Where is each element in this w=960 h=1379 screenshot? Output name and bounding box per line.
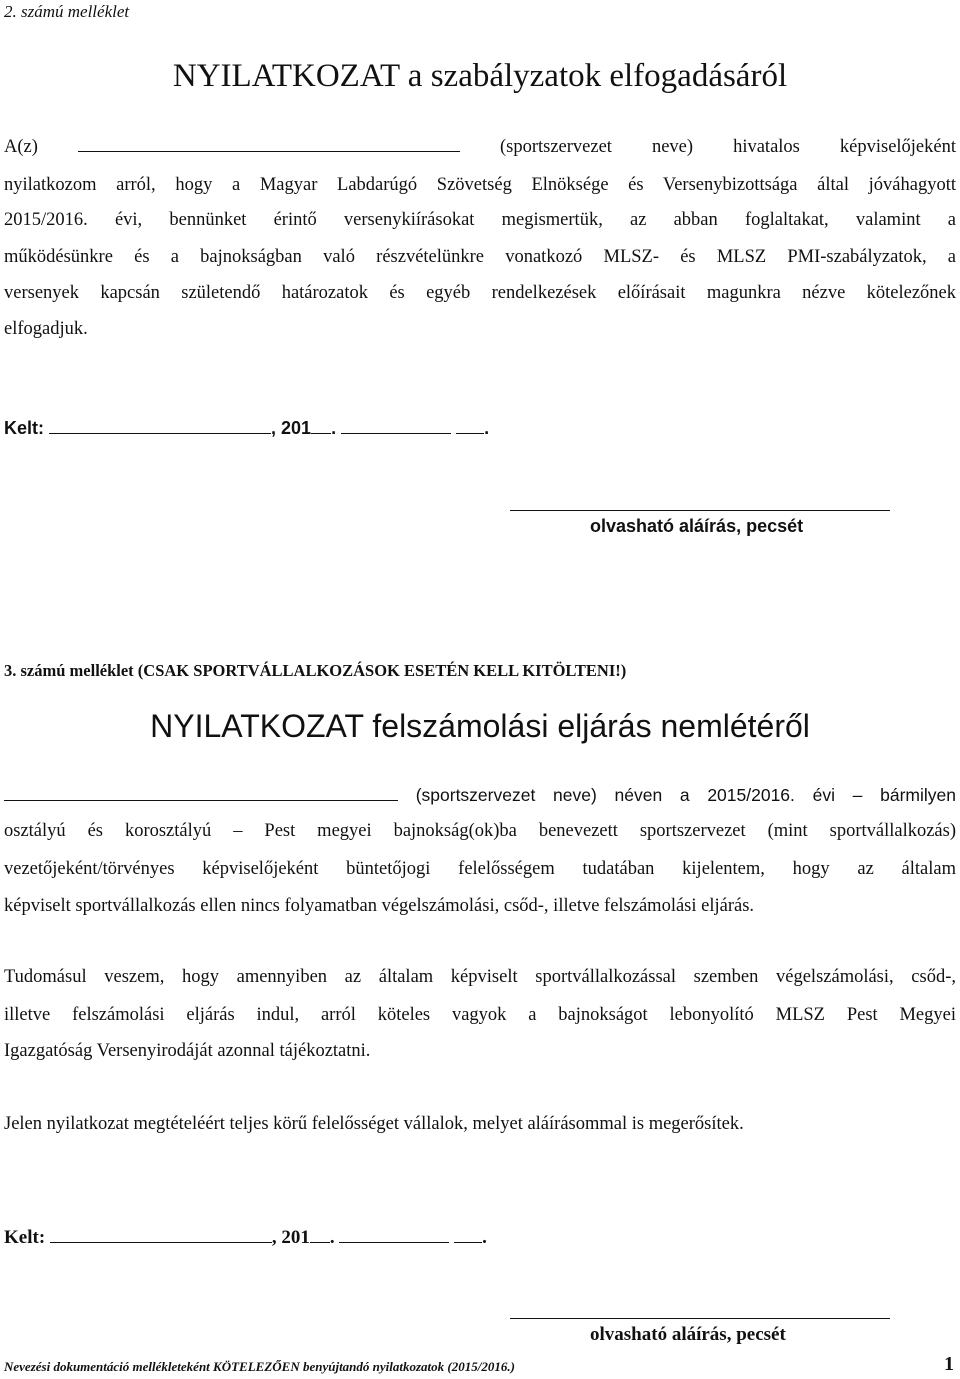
declaration-line-3: vezetőjeként/törvényes képviselőjeként büntetőjogi felelősségem tudatában kijelentem, hogy az általam [4, 859, 956, 879]
organization-name-field[interactable] [78, 150, 460, 152]
place-field[interactable] [49, 432, 271, 434]
section-title: NYILATKOZAT felszámolási eljárás nemlétéről [150, 708, 810, 744]
statement-line-4: működésünkre és a bajnokságban való részvételünkre vonatkozó MLSZ- és MLSZ PMI-szabályzatok, a [4, 247, 956, 267]
declaration-line-1: (sportszervezet neve) néven a 2015/2016. évi – bármilyen [4, 785, 956, 806]
date-line: Kelt: , 201 . . [4, 418, 490, 438]
responsibility-statement: Jelen nyilatkozat megtételéért teljes körű felelősséget vállalok, melyet aláírásommal is megerősítek. [4, 1114, 744, 1134]
statement-line-5: versenyek kapcsán születendő határozatok és egyéb rendelkezések előírásait magunkra nézve kötelezőnek [4, 283, 956, 303]
date-line-2: Kelt: , 201 . . [4, 1227, 487, 1248]
acknowledgement-line-1: Tudomásul veszem, hogy amennyiben az általam képviselt sportvállalkozással szemben végelszámolási, csőd-, [4, 967, 956, 987]
day-field[interactable] [456, 432, 484, 434]
annex-3-label: 3. számú melléklet (CSAK SPORTVÁLLALKOZÁSOK ESETÉN KELL KITÖLTENI!) [4, 661, 627, 680]
signature-line-2[interactable] [510, 1318, 890, 1319]
month-field-2[interactable] [339, 1241, 449, 1243]
footer-text: Nevezési dokumentáció mellékleteként KÖTELEZŐEN benyújtandó nyilatkozatok (2015/2016.) [4, 1359, 515, 1374]
statement-line-3: 2015/2016. évi, bennünket érintő versenykiírásokat megismertük, az abban foglaltakat, valamint a [4, 210, 956, 230]
month-field[interactable] [341, 432, 451, 434]
page-number: 1 [944, 1353, 954, 1375]
acknowledgement-line-2: illetve felszámolási eljárás indul, arról köteles vagyok a bajnokságot lebonyolító MLSZ Pest Megyei [4, 1005, 956, 1025]
statement-line-1: A(z) (sportszervezet neve) hivatalos képviselőjeként [4, 137, 956, 157]
year-digit-field-2[interactable] [310, 1241, 330, 1243]
declaration-line-4: képviselt sportvállalkozás ellen nincs folyamatban végelszámolási, csőd-, illetve felszámolási eljárás. [4, 896, 755, 916]
signature-label-2: olvasható aláírás, pecsét [590, 1324, 786, 1345]
declaration-line-2: osztályú és korosztályú – Pest megyei bajnokság(ok)ba benevezett sportszervezet (mint sportvállalkozás) [4, 821, 956, 841]
statement-line-6: elfogadjuk. [4, 319, 88, 339]
signature-line[interactable] [510, 510, 890, 511]
annex-label: 2. számú melléklet [4, 2, 130, 21]
year-digit-field[interactable] [311, 432, 331, 434]
statement-line-2: nyilatkozom arról, hogy a Magyar Labdarúgó Szövetség Elnöksége és Versenybizottsága által jóváhagyott [4, 175, 956, 195]
organization-name-field-2[interactable] [4, 799, 398, 801]
place-field-2[interactable] [50, 1241, 272, 1243]
page-title: NYILATKOZAT a szabályzatok elfogadásáról [172, 58, 788, 94]
acknowledgement-line-3: Igazgatóság Versenyirodáját azonnal tájékoztatni. [4, 1041, 371, 1061]
signature-label: olvasható aláírás, pecsét [590, 516, 804, 536]
day-field-2[interactable] [454, 1241, 482, 1243]
